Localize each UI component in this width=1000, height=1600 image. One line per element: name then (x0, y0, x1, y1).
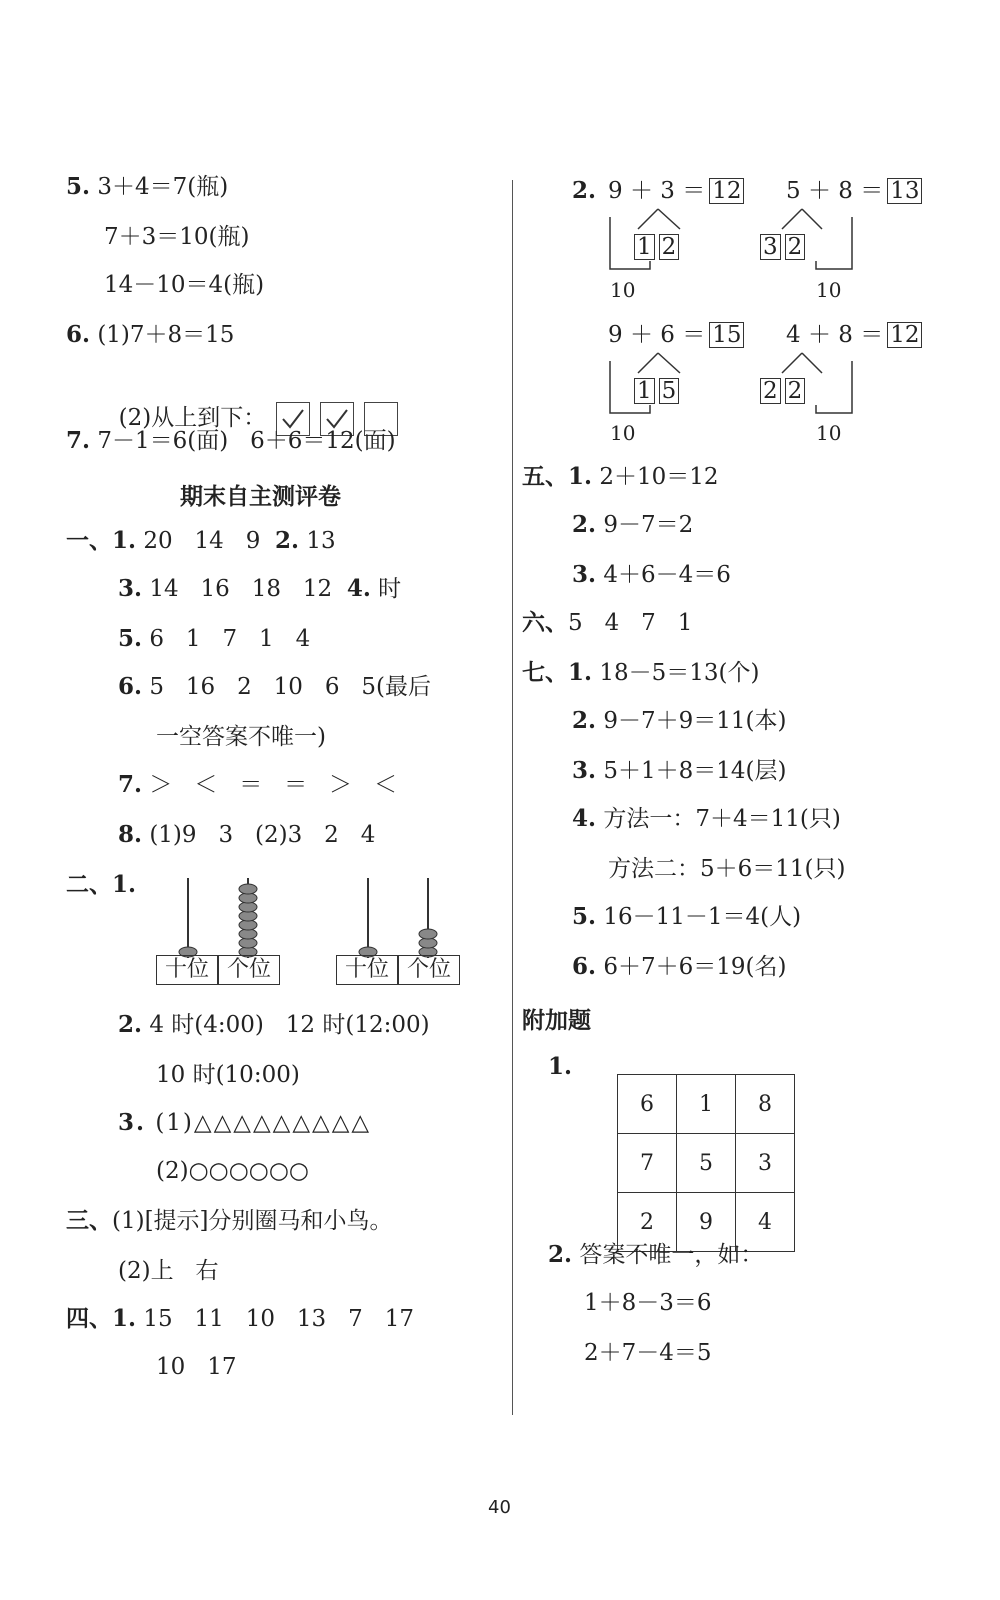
extra-title: 附加题 (522, 1008, 591, 1034)
magic-cell: 4 (736, 1193, 795, 1252)
q5-line-2: 7＋3＝10(瓶) (104, 224, 250, 250)
abacus-1 (150, 870, 290, 960)
tens-label-1: 十位 (156, 955, 218, 985)
magic-square-row (618, 1134, 795, 1193)
extra-eq-2: 2＋7－4＝5 (584, 1340, 712, 1366)
tens-label-2: 十位 (336, 955, 398, 985)
s2-row-3a: 3. (1)△△△△△△△△△ (118, 1109, 372, 1136)
s1-row-5: 7. ＞ ＜ ＝ ＝ ＞ ＜ (118, 771, 397, 798)
s3-row-2: (2)上 右 (118, 1258, 219, 1284)
r-q2-num: 2. (572, 177, 597, 204)
s2-label: 二、1. (66, 871, 137, 898)
magic-square (617, 1074, 795, 1252)
column-divider (512, 180, 513, 1415)
s1-row-1: 一、1. 20 14 9 2. 13 (66, 527, 336, 554)
magic-cell: 7 (618, 1134, 677, 1193)
s4-row-1: 四、1. 15 11 10 13 7 17 (66, 1305, 414, 1332)
s7-row-3: 3. 5＋1＋8＝14(层) (572, 757, 787, 784)
s5-row-3: 3. 4＋6－4＝6 (572, 561, 731, 588)
s7-row-5: 5. 16－11－1＝4(人) (572, 903, 802, 930)
s1-row-4: 6. 5 16 2 10 6 5(最后 (118, 673, 432, 700)
s1-row-4-cont: 一空答案不唯一) (156, 724, 326, 750)
split-eq-3: 9 ＋ 6 ＝ 15 (608, 320, 744, 350)
s7-row-1: 七、1. 18－5＝13(个) (522, 659, 760, 686)
s6-row: 六、5 4 7 1 (522, 609, 693, 636)
page-number: 40 (488, 1497, 511, 1518)
split-ten-4: 10 (816, 421, 842, 445)
s5-row-2: 2. 9－7＝2 (572, 511, 694, 538)
magic-cell: 6 (618, 1075, 677, 1134)
magic-cell: 1 (677, 1075, 736, 1134)
s2-row-3b: (2)○○○○○○ (156, 1158, 309, 1184)
extra-q1-num: 1. (548, 1053, 573, 1080)
split-eq-2: 5 ＋ 8 ＝ 13 (786, 176, 922, 206)
split-ten-2: 10 (816, 278, 842, 302)
s2-row-2: 2. 4 时(4:00) 12 时(12:00) (118, 1011, 430, 1038)
magic-square-row (618, 1075, 795, 1134)
exam-title: 期末自主测评卷 (180, 484, 341, 510)
q6-line-2: (2)从上到下： (104, 372, 398, 436)
s1-row-6: 8. (1)9 3 (2)3 2 4 (118, 821, 376, 848)
s5-row-1: 五、1. 2＋10＝12 (522, 463, 719, 490)
s7-row-6: 6. 6＋7＋6＝19(名) (572, 953, 787, 980)
q7-line: 7. 7－1＝6(面) 6＋6＝12(面) (66, 427, 396, 454)
s1-row-2: 3. 14 16 18 12 4. 时 (118, 575, 402, 602)
magic-cell: 9 (677, 1193, 736, 1252)
abacus-2 (330, 870, 470, 960)
magic-cell: 8 (736, 1075, 795, 1134)
magic-cell: 3 (736, 1134, 795, 1193)
split-parts-2: 3 2 (756, 232, 805, 262)
split-eq-1: 9 ＋ 3 ＝ 12 (608, 176, 744, 206)
magic-cell: 5 (677, 1134, 736, 1193)
s3-row-1: 三、(1)[提示]分别圈马和小鸟。 (66, 1207, 393, 1234)
split-ten-3: 10 (610, 421, 636, 445)
s7-row-4: 4. 方法一：7＋4＝11(只) (572, 805, 841, 832)
split-parts-4: 2 2 (756, 376, 805, 406)
split-parts-3: 1 5 (630, 376, 679, 406)
s4-row-2: 10 17 (156, 1354, 237, 1380)
q6-line-1: 6. (1)7＋8＝15 (66, 321, 235, 348)
q5-line-3: 14－10＝4(瓶) (104, 272, 265, 298)
s1-row-3: 5. 6 1 7 1 4 (118, 625, 311, 652)
s2-row-2-cont: 10 时(10:00) (156, 1062, 300, 1088)
extra-eq-1: 1＋8－3＝6 (584, 1290, 712, 1316)
ones-label-2: 个位 (398, 955, 460, 985)
extra-q2: 2. 答案不唯一，如： (548, 1241, 764, 1268)
s7-row-4b: 方法二：5＋6＝11(只) (608, 856, 846, 882)
q5-line-1: 5. 3＋4＝7(瓶) (66, 173, 229, 200)
split-eq-4: 4 ＋ 8 ＝ 12 (786, 320, 922, 350)
ones-label-1: 个位 (218, 955, 280, 985)
split-ten-1: 10 (610, 278, 636, 302)
split-parts-1: 1 2 (630, 232, 679, 262)
s7-row-2: 2. 9－7＋9＝11(本) (572, 707, 787, 734)
magic-cell: 2 (618, 1193, 677, 1252)
